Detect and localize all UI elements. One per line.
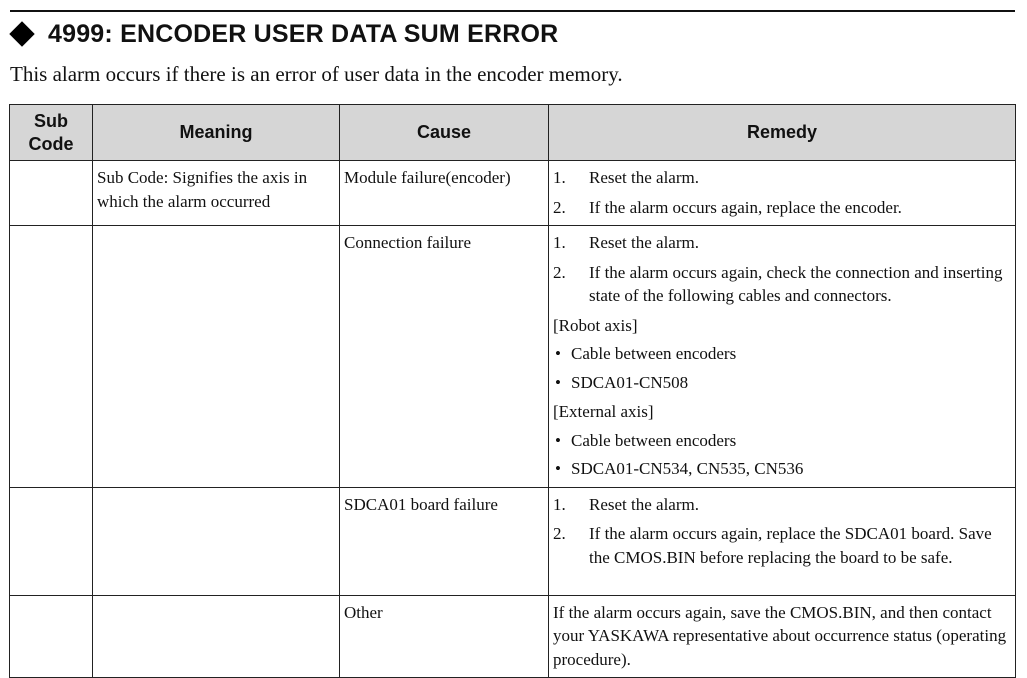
cause-cell: Module failure(encoder) — [340, 161, 549, 226]
remedy-cell — [549, 226, 1016, 488]
header-remedy: Remedy — [549, 105, 1016, 161]
external-axis-label: [External axis] — [553, 402, 654, 421]
remedy-steps — [553, 493, 1011, 570]
table-header-row — [10, 105, 1016, 161]
heading-title: 4999: ENCODER USER DATA SUM ERROR — [48, 19, 559, 48]
remedy-step: 2. If the alarm occurs again, replace the SDCA01 board. Save the CMOS.BIN before replacing the board to be safe. — [553, 524, 992, 567]
header-meaning: Meaning — [93, 105, 340, 161]
sub-code-cell — [10, 226, 93, 488]
remedy-steps — [553, 231, 1011, 308]
remedy-cell — [549, 487, 1016, 595]
external-axis-item: • Cable between encoders — [553, 429, 1011, 453]
sub-code-cell — [10, 487, 93, 595]
diamond-bullet-icon — [9, 21, 34, 46]
external-axis-item: • SDCA01-CN534, CN535, CN536 — [553, 457, 1011, 481]
header-cause: Cause — [340, 105, 549, 161]
intro-text: This alarm occurs if there is an error of user data in the encoder memory. — [10, 62, 623, 86]
remedy-step: 2. If the alarm occurs again, replace the encoder. — [553, 197, 902, 217]
meaning-cell — [93, 226, 340, 488]
cause-cell: Other — [340, 595, 549, 678]
header-sub-code: Sub Code — [10, 105, 93, 161]
remedy-step: 1. Reset the alarm. — [553, 233, 699, 252]
top-rule — [10, 10, 1015, 12]
robot-axis-label: [Robot axis] — [553, 315, 638, 335]
meaning-cell: Sub Code: Signifies the axis in which the alarm occurred — [93, 161, 340, 226]
robot-axis-item: • SDCA01-CN508 — [553, 371, 1011, 395]
remedy-step: 1. Reset the alarm. — [553, 168, 699, 187]
meaning-cell — [93, 595, 340, 678]
table-row — [10, 161, 1016, 226]
cause-cell: SDCA01 board failure — [340, 487, 549, 595]
remedy-step: 2. If the alarm occurs again, check the connection and inserting state of the following cables and connectors. — [553, 262, 1003, 305]
robot-axis-item: • Cable between encoders — [553, 342, 1011, 366]
remedy-steps — [553, 166, 1011, 219]
remedy-step: 1. Reset the alarm. — [553, 494, 699, 514]
section-heading — [8, 18, 558, 50]
sub-code-cell — [10, 161, 93, 226]
table-row — [10, 226, 1016, 488]
table-row — [10, 487, 1016, 595]
table-row — [10, 595, 1016, 678]
alarm-table — [9, 104, 1016, 678]
meaning-cell — [93, 487, 340, 595]
remedy-cell: If the alarm occurs again, save the CMOS.BIN, and then contact your YASKAWA representative about occurrence status (operating procedure). — [549, 595, 1016, 678]
sub-code-cell — [10, 595, 93, 678]
cause-cell: Connection failure — [340, 226, 549, 488]
remedy-cell — [549, 161, 1016, 226]
